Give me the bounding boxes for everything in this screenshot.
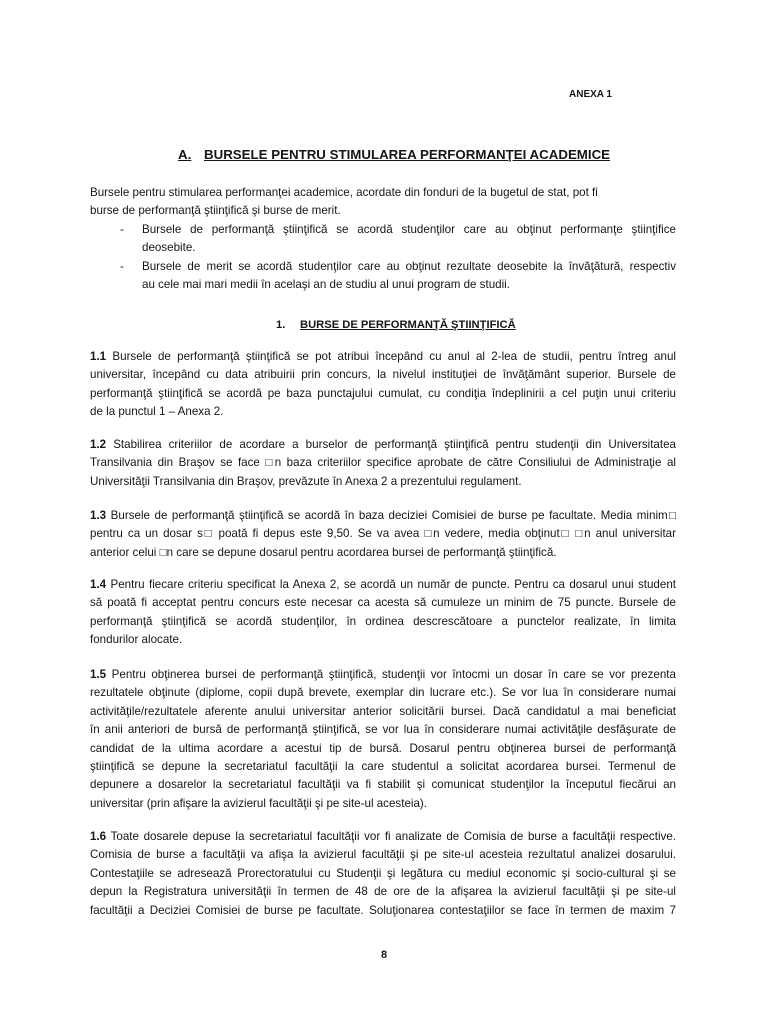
section-a-title: BURSELE PENTRU STIMULAREA PERFORMANŢEI ACADEMICE — [204, 147, 611, 162]
subsection-heading — [276, 316, 516, 334]
paragraph-line: depun la Registratura universităţii în termen de 48 de ore de la afişarea la avizierul facultăţii şi pe site-ul — [90, 885, 676, 899]
paragraph-line: universitar, începând cu data atribuirii prin concurs, la nivelul instituţiei de învăţământ superior. Bursele de — [90, 368, 676, 382]
paragraph-1-2 — [90, 436, 676, 491]
paragraph-line — [90, 436, 676, 454]
section-a-heading — [178, 146, 610, 164]
bullet-item — [90, 258, 676, 295]
paragraph-line-text: Pentru fiecare criteriu specificat la Anexa 2, se acordă un număr de puncte. Pentru ca dosarul unui student — [110, 578, 676, 591]
annex-label: ANEXA 1 — [569, 89, 612, 100]
paragraph-line: ştiinţifică se depune la secretariatul facultăţii la care studentul a solicitat acordarea bursei. Termenul de — [90, 760, 676, 774]
bullet-line: Bursele de merit se acordă studenţilor care au obţinut rezultate deosebite la învăţătură, respectiv — [142, 259, 676, 273]
section-a-number: A. — [178, 147, 192, 162]
paragraph-label: 1.3 — [90, 509, 107, 522]
paragraph-label: 1.1 — [90, 350, 107, 363]
paragraph-line-text: Stabilirea criteriilor de acordare a burselor de performanţă ştiinţifică pentru studenţii din Universitatea — [113, 438, 676, 451]
subsection-number: 1. — [276, 319, 286, 331]
paragraph-line: performanţă ştiinţifică se acordă studenţilor, în ordinea descrescătoare a punctelor realizate, în limita — [90, 614, 676, 628]
paragraph-line: performanţă ştiinţifică se acordă pe baza punctajului cumulat, cu condiţia îndeplinirii a cel puţin unui criteriu — [90, 386, 676, 400]
paragraph-line: Transilvania din Braşov se face □n baza criteriilor specifice aprobate de către Consiliului de Administraţie al — [90, 456, 676, 470]
paragraph-1-6 — [90, 828, 676, 920]
paragraph-line: fondurilor alocate. — [90, 633, 183, 647]
paragraph-label: 1.5 — [90, 668, 107, 681]
paragraph-line: depunere a dosarelor la secretariatul facultăţii va fi stabilit şi comunicat studenţilor la începutul fiecărui an — [90, 778, 676, 792]
bullet-line: deosebite. — [142, 241, 196, 255]
paragraph-1-1 — [90, 348, 676, 422]
bullet-line: au cele mai mari medii în acelaşi an de studiu al unui program de studii. — [142, 278, 510, 292]
paragraph-label: 1.6 — [90, 830, 107, 843]
bullet-item — [90, 221, 676, 258]
paragraph-line: să poată fi acceptat pentru concurs este necesar ca acesta să cumuleze un minim de 75 puncte. Bursele de — [90, 596, 676, 610]
bullet-list — [90, 221, 676, 295]
paragraph-line: pentru ca un dosar s□ poată fi depus este 9,50. Se va avea □n vedere, media obţinut□ □n anul universitar — [90, 527, 676, 541]
bullet-line: Bursele de performanţă ştiinţifică se acordă studenţilor care au obţinut performanţe ştiinţifice — [142, 222, 676, 236]
paragraph-line: facultăţii a Deciziei Comisiei de burse pe facultate. Soluţionarea contestaţiilor se face în termen de maxim 7 — [90, 903, 676, 917]
paragraph-label: 1.2 — [90, 438, 107, 451]
paragraph-line: Universităţii Transilvania din Braşov, prevăzute în Anexa 2 a prezentului regulament. — [90, 474, 522, 488]
paragraph-line-text: Bursele de performanţă ştiinţifică se pot atribui începând cu anul al 2-lea de studii, pentru întreg anul — [112, 350, 676, 363]
paragraph-line — [90, 828, 676, 846]
paragraph-line — [90, 576, 676, 594]
paragraph-line-text: Toate dosarele depuse la secretariatul facultăţii vor fi analizate de Comisia de burse a facultăţii respective. — [110, 830, 676, 843]
page-number: 8 — [380, 949, 388, 961]
paragraph-line — [90, 666, 676, 684]
paragraph-line: în anii anteriori de bursă de performanţă ştiinţifică, se vor lua în considerare numai activităţile desfăşurate de — [90, 723, 676, 737]
paragraph-line: rezultatele obţinute (diplome, copii după brevete, exemplar din lucrare etc.). Se vor lua în considerare numai — [90, 686, 676, 700]
paragraph-1-5 — [90, 666, 676, 813]
paragraph-1-3 — [90, 507, 676, 562]
paragraph-line: universitar (prin afişare la avizierul facultăţii şi pe site-ul acesteia). — [90, 796, 427, 810]
paragraph-line: candidat de la ultima acordare a acestui tip de bursă. Dosarul pentru obţinerea bursei de performanţă — [90, 741, 676, 755]
paragraph-line: de la punctul 1 – Anexa 2. — [90, 405, 224, 419]
bullet-marker: - — [120, 222, 124, 236]
paragraph-line: anterior celui □n care se depune dosarul pentru acordarea bursei de performanţă ştiinţifică. — [90, 545, 557, 559]
paragraph-line — [90, 348, 676, 366]
paragraph-line-text: Bursele de performanţă ştiinţifică se acordă în baza deciziei Comisiei de burse pe facultate. Media minim□ — [110, 509, 676, 522]
paragraph-line: activităţile/rezultatele aferente anului universitar anterior solicitării bursei. Dacă candidatul a mai beneficiat — [90, 704, 676, 718]
paragraph-line: Comisia de burse a facultăţii va afişa la avizierul facultăţii şi pe site-ul acesteia rezultatul analizei dosarului. — [90, 848, 676, 862]
paragraph-label: 1.4 — [90, 578, 107, 591]
bullet-marker: - — [120, 259, 124, 273]
paragraph-line — [90, 507, 676, 525]
paragraph-line-text: Pentru obţinerea bursei de performanţă ştiinţifică, studenţii vor întocmi un dosar în care se vor prezenta — [111, 668, 676, 681]
paragraph-line: Contestaţiile se adresează Prorectoratului cu Studenţii şi legătura cu mediul economic şi socio-cultural şi se — [90, 866, 676, 880]
intro-line: burse de performanţă ştiinţifică şi burse de merit. — [90, 204, 341, 218]
intro-line: Bursele pentru stimularea performanţei academice, acordate din fonduri de la bugetul de stat, pot fi — [90, 186, 598, 199]
subsection-title: BURSE DE PERFORMANŢĂ ŞTIINŢIFICĂ — [300, 319, 516, 331]
paragraph-1-4 — [90, 576, 676, 650]
intro-paragraph — [90, 184, 676, 221]
intro-section — [90, 184, 676, 294]
